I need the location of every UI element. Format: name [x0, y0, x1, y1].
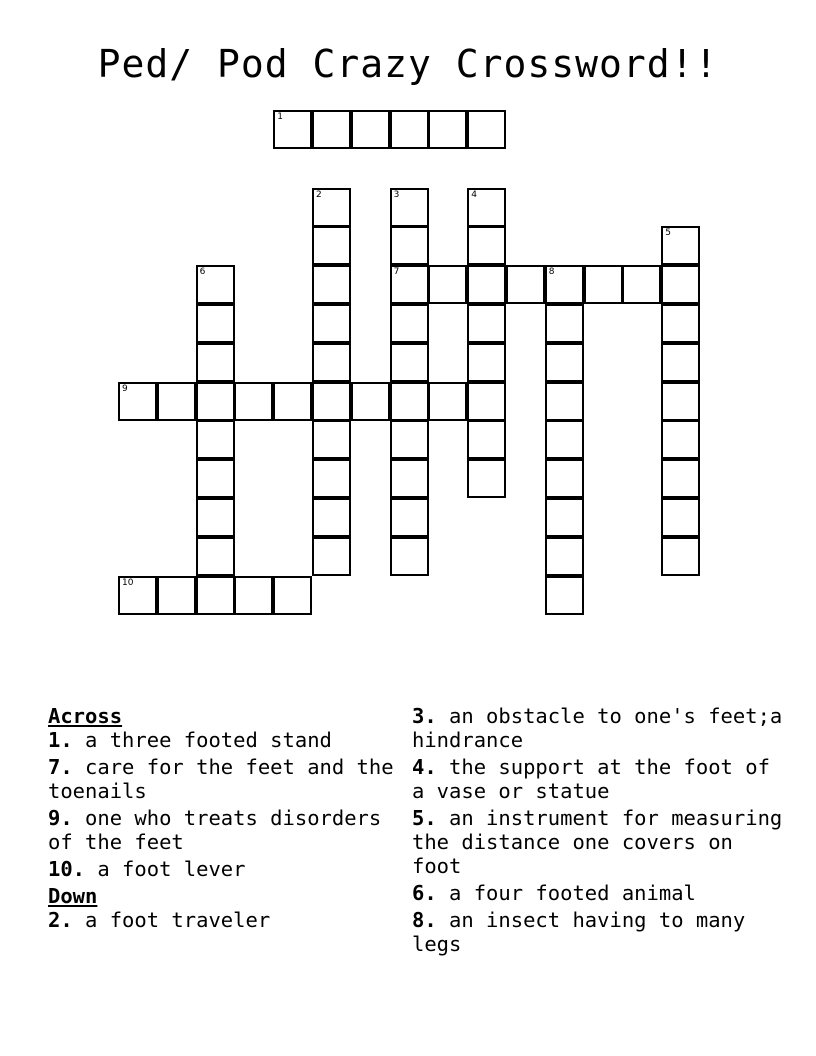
grid-cell[interactable] [312, 498, 351, 537]
cell-number: 3 [393, 189, 400, 200]
clue-text: an instrument for measuring the distance one covers on foot [412, 806, 783, 878]
clue-number: 4. [412, 755, 437, 779]
grid-cell[interactable] [234, 576, 273, 615]
grid-cell[interactable] [390, 188, 429, 227]
clue-text: a three footed stand [85, 728, 332, 752]
grid-cell[interactable] [467, 382, 506, 421]
grid-cell[interactable] [351, 382, 390, 421]
clue-number: 10. [48, 857, 86, 881]
grid-cell[interactable] [545, 382, 584, 421]
clue-text: care for the feet and the toenails [48, 755, 394, 803]
grid-cell[interactable] [390, 420, 429, 459]
grid-cell[interactable] [196, 537, 235, 576]
grid-cell[interactable] [661, 498, 700, 537]
grid-cell[interactable] [467, 343, 506, 382]
grid-cell[interactable] [312, 110, 351, 149]
clue-across-7 [48, 755, 398, 803]
cell-number: 1 [277, 112, 283, 122]
clue-number: 1. [48, 728, 73, 752]
grid-cell[interactable] [312, 226, 351, 265]
grid-cell[interactable] [234, 382, 273, 421]
grid-cell[interactable] [157, 576, 196, 615]
grid-cell[interactable] [312, 188, 351, 227]
cell-number: 9 [122, 383, 128, 394]
grid-cell[interactable] [467, 226, 506, 265]
grid-cell[interactable] [545, 576, 584, 615]
clue-number: 7. [48, 755, 73, 779]
grid-cell[interactable] [661, 265, 700, 304]
grid-cell[interactable] [467, 459, 506, 498]
clues-right-column [412, 704, 792, 959]
grid-cell[interactable] [390, 304, 429, 343]
grid-cell[interactable] [312, 459, 351, 498]
clue-down-2 [48, 908, 398, 932]
grid-cell[interactable] [351, 110, 390, 149]
grid-cell[interactable] [661, 420, 700, 459]
clue-text: an insect having to many legs [412, 908, 746, 956]
clue-across-1 [48, 728, 398, 752]
grid-cell[interactable] [428, 110, 467, 149]
grid-cell[interactable] [196, 304, 235, 343]
clue-down-5 [412, 806, 792, 878]
grid-cell[interactable] [467, 304, 506, 343]
grid-cell[interactable] [390, 226, 429, 265]
grid-cell[interactable] [545, 459, 584, 498]
clue-text: a four footed animal [449, 881, 696, 905]
cell-number: 7 [393, 267, 400, 278]
cell-number: 8 [548, 267, 555, 278]
clue-down-6 [412, 881, 792, 905]
grid-cell[interactable] [157, 382, 196, 421]
grid-cell[interactable] [661, 459, 700, 498]
clue-number: 3. [412, 704, 437, 728]
grid-cell[interactable] [196, 498, 235, 537]
grid-cell[interactable] [312, 343, 351, 382]
grid-cell[interactable] [428, 382, 467, 421]
grid-cell[interactable] [467, 188, 506, 227]
grid-cell[interactable] [196, 459, 235, 498]
grid-cell[interactable] [390, 265, 429, 304]
clues-left-column [48, 704, 398, 935]
grid-cell[interactable] [661, 382, 700, 421]
clue-number: 8. [412, 908, 437, 932]
across-header: Across [48, 704, 123, 728]
grid-cell[interactable] [312, 420, 351, 459]
grid-cell[interactable] [390, 459, 429, 498]
clue-text: an obstacle to one's feet;a hindrance [412, 704, 783, 752]
grid-cell[interactable] [312, 537, 351, 576]
down-header: Down [48, 884, 98, 908]
clue-down-8 [412, 908, 792, 956]
grid-cell[interactable] [390, 343, 429, 382]
clue-text: a foot traveler [85, 908, 271, 932]
clue-down-3 [412, 704, 792, 752]
grid-cell[interactable] [584, 265, 623, 304]
grid-cell[interactable] [196, 576, 235, 615]
grid-cell[interactable] [467, 110, 506, 149]
grid-cell[interactable] [273, 110, 312, 149]
grid-cell[interactable] [273, 382, 312, 421]
grid-cell[interactable] [196, 382, 235, 421]
grid-cell[interactable] [545, 420, 584, 459]
clue-text: a foot lever [97, 857, 246, 881]
grid-cell[interactable] [312, 265, 351, 304]
grid-cell[interactable] [467, 420, 506, 459]
grid-cell[interactable] [390, 498, 429, 537]
grid-cell[interactable] [196, 420, 235, 459]
grid-cell[interactable] [273, 576, 312, 615]
cell-number: 6 [199, 267, 206, 278]
grid-cell[interactable] [390, 382, 429, 421]
cell-number: 10 [122, 577, 134, 588]
clue-number: 2. [48, 908, 73, 932]
grid-cell[interactable] [118, 576, 157, 615]
grid-cell[interactable] [196, 265, 235, 304]
grid-cell[interactable] [545, 265, 584, 304]
grid-cell[interactable] [118, 382, 157, 421]
grid-cell[interactable] [661, 226, 700, 265]
cell-number: 4 [471, 189, 477, 200]
grid-cell[interactable] [545, 537, 584, 576]
cell-number: 5 [665, 228, 671, 239]
clue-text: one who treats disorders of the feet [48, 806, 382, 854]
clue-number: 6. [412, 881, 437, 905]
clue-across-9 [48, 806, 398, 854]
clue-across-10 [48, 857, 398, 881]
clue-number: 9. [48, 806, 73, 830]
grid-cell[interactable] [390, 110, 429, 149]
grid-cell[interactable] [390, 537, 429, 576]
grid-cell[interactable] [312, 304, 351, 343]
clue-text: the support at the foot of a vase or statue [412, 755, 770, 803]
grid-cell[interactable] [622, 265, 661, 304]
grid-cell[interactable] [545, 304, 584, 343]
grid-cell[interactable] [312, 382, 351, 421]
grid-cell[interactable] [545, 343, 584, 382]
grid-cell[interactable] [545, 498, 584, 537]
grid-cell[interactable] [506, 265, 545, 304]
grid-cell[interactable] [428, 265, 467, 304]
grid-cell[interactable] [661, 343, 700, 382]
grid-cell[interactable] [196, 343, 235, 382]
grid-cell[interactable] [661, 537, 700, 576]
page-title: Ped/ Pod Crazy Crossword!! [97, 42, 719, 86]
grid-cell[interactable] [467, 265, 506, 304]
grid-cell[interactable] [661, 304, 700, 343]
clue-down-4 [412, 755, 792, 803]
cell-number: 2 [316, 189, 322, 200]
clue-number: 5. [412, 806, 437, 830]
